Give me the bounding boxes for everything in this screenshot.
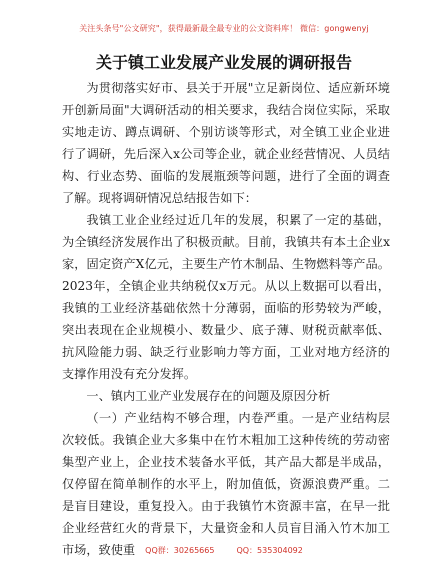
footer-qq: QQ：535304092 xyxy=(236,546,303,555)
top-banner: 关注头条号"公文研究"，获得最新最全最专业的公文资料库！ 微信：gongwenyj xyxy=(79,24,369,33)
page-title: 关于镇工业发展产业发展的调研报告 xyxy=(95,53,352,72)
intro-paragraph: 为贯彻落实好市、县关于开展"立足新岗位、适应新环境开创新局面"大调研活动的相关要求，我结合岗位实际，采取实地走访、蹲点调研、个别访谈等形式，对全镇工业企业进行了调研，先后深入x公司等企业，就企业经营情况、人员结构、行业态势、面临的发展瓶颈等问题，进行了全面的调查了解。现将调研情况总结报告如下： xyxy=(62,81,390,205)
overview-paragraph: 我镇工业企业经过近几年的发展，积累了一定的基础，为全镇经济发展作出了积极贡献。目前，我镇共有本土企业x家，固定资产X亿元，主要生产竹木制品、生物燃料等产品。2023年，全镇企业共纳税仅x万元。从以上数据可以看出，我镇的工业经济基础依然十分薄弱，面临的形势较为严峻，突出表现在企业规模小、数量少、底子薄、财税贡献率低、抗风险能力弱、缺乏行业影响力等方面，工业对地方经济的支撑作用没有充分发挥。 xyxy=(62,213,390,381)
footer xyxy=(0,545,448,556)
footer-qq-group: QQ群：30265665 xyxy=(145,546,215,555)
subsection-paragraph: （一）产业结构不够合理，内卷严重。一是产业结构层次较低。我镇企业大多集中在竹木粗加工这种传统的劳动密集型产业上，企业技术装备水平低，其产品大都是半成品，仅停留在简单制作的水平上，附加值低，资源浪费严重。二是盲目建设，重复投入。由于我镇竹木资源丰富，在早一批企业经营红火的背景下，大量资金和人员盲目涌入竹木加工市场，致使重 xyxy=(62,411,390,557)
document-body xyxy=(62,77,390,561)
section-heading: 一、镇内工业产业发展存在的问题及原因分析 xyxy=(86,389,331,403)
